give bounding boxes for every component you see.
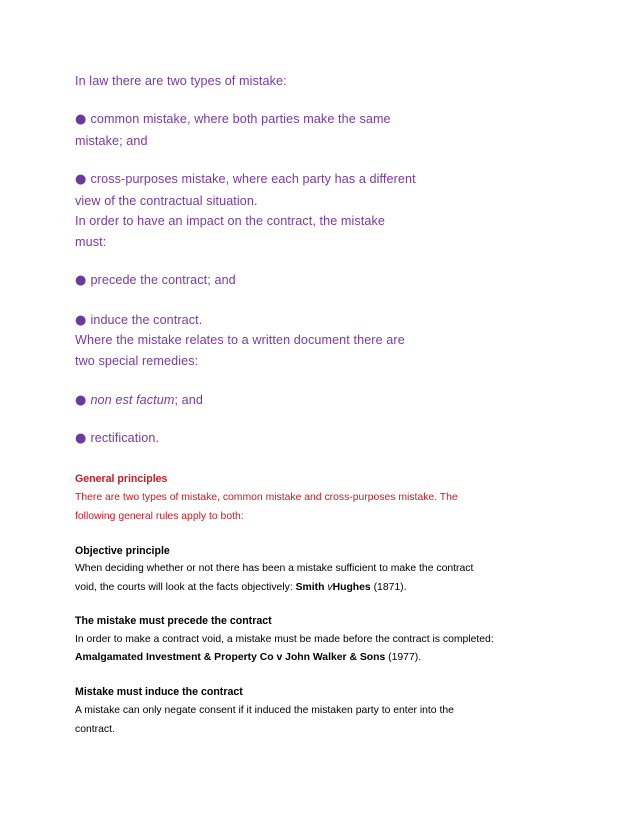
bullet-icon: ● xyxy=(75,273,87,288)
precede-case-line: Amalgamated Investment & Property Co v John Walker & Sons (1977). xyxy=(75,652,422,663)
bullet-non-est-factum: ● non est factum; and xyxy=(75,393,203,408)
bullet-rectification: ● rectification. xyxy=(75,431,160,446)
bullet-icon: ● xyxy=(75,431,87,446)
bullet-common-mistake-cont: mistake; and xyxy=(75,134,148,148)
bullet-icon: ● xyxy=(75,313,87,328)
precede-heading: The mistake must precede the contract xyxy=(75,615,272,627)
impact-line-cont: must: xyxy=(75,235,107,249)
general-principles-text: There are two types of mistake, common mistake and cross-purposes mistake. The xyxy=(75,492,458,503)
general-principles-heading: General principles xyxy=(75,473,168,485)
bullet-precede: ● precede the contract; and xyxy=(75,273,236,288)
induce-text: A mistake can only negate consent if it induced the mistaken party to enter into the xyxy=(75,705,454,716)
bullet-cross-purposes: ● cross-purposes mistake, where each party has a different xyxy=(75,172,416,187)
bullet-induce: ● induce the contract. xyxy=(75,313,203,328)
written-document-line-cont: two special remedies: xyxy=(75,354,199,368)
bullet-icon: ● xyxy=(75,172,87,187)
written-document-line: Where the mistake relates to a written document there are xyxy=(75,333,405,347)
objective-principle-heading: Objective principle xyxy=(75,545,170,557)
objective-principle-text: When deciding whether or not there has been a mistake sufficient to make the contract xyxy=(75,563,474,574)
bullet-icon: ● xyxy=(75,393,87,408)
bullet-cross-purposes-cont: view of the contractual situation. xyxy=(75,194,258,208)
bullet-icon: ● xyxy=(75,112,87,127)
objective-principle-text-cont: void, the courts will look at the facts objectively: Smith vHughes (1871). xyxy=(75,582,407,593)
precede-text: In order to make a contract void, a mistake must be made before the contract is completed: xyxy=(75,634,494,645)
bullet-common-mistake: ● common mistake, where both parties make the same xyxy=(75,112,391,127)
induce-heading: Mistake must induce the contract xyxy=(75,686,243,698)
impact-line: In order to have an impact on the contract, the mistake xyxy=(75,214,386,228)
general-principles-text-cont: following general rules apply to both: xyxy=(75,511,244,522)
induce-text-cont: contract. xyxy=(75,724,115,735)
intro-line: In law there are two types of mistake: xyxy=(75,74,287,88)
